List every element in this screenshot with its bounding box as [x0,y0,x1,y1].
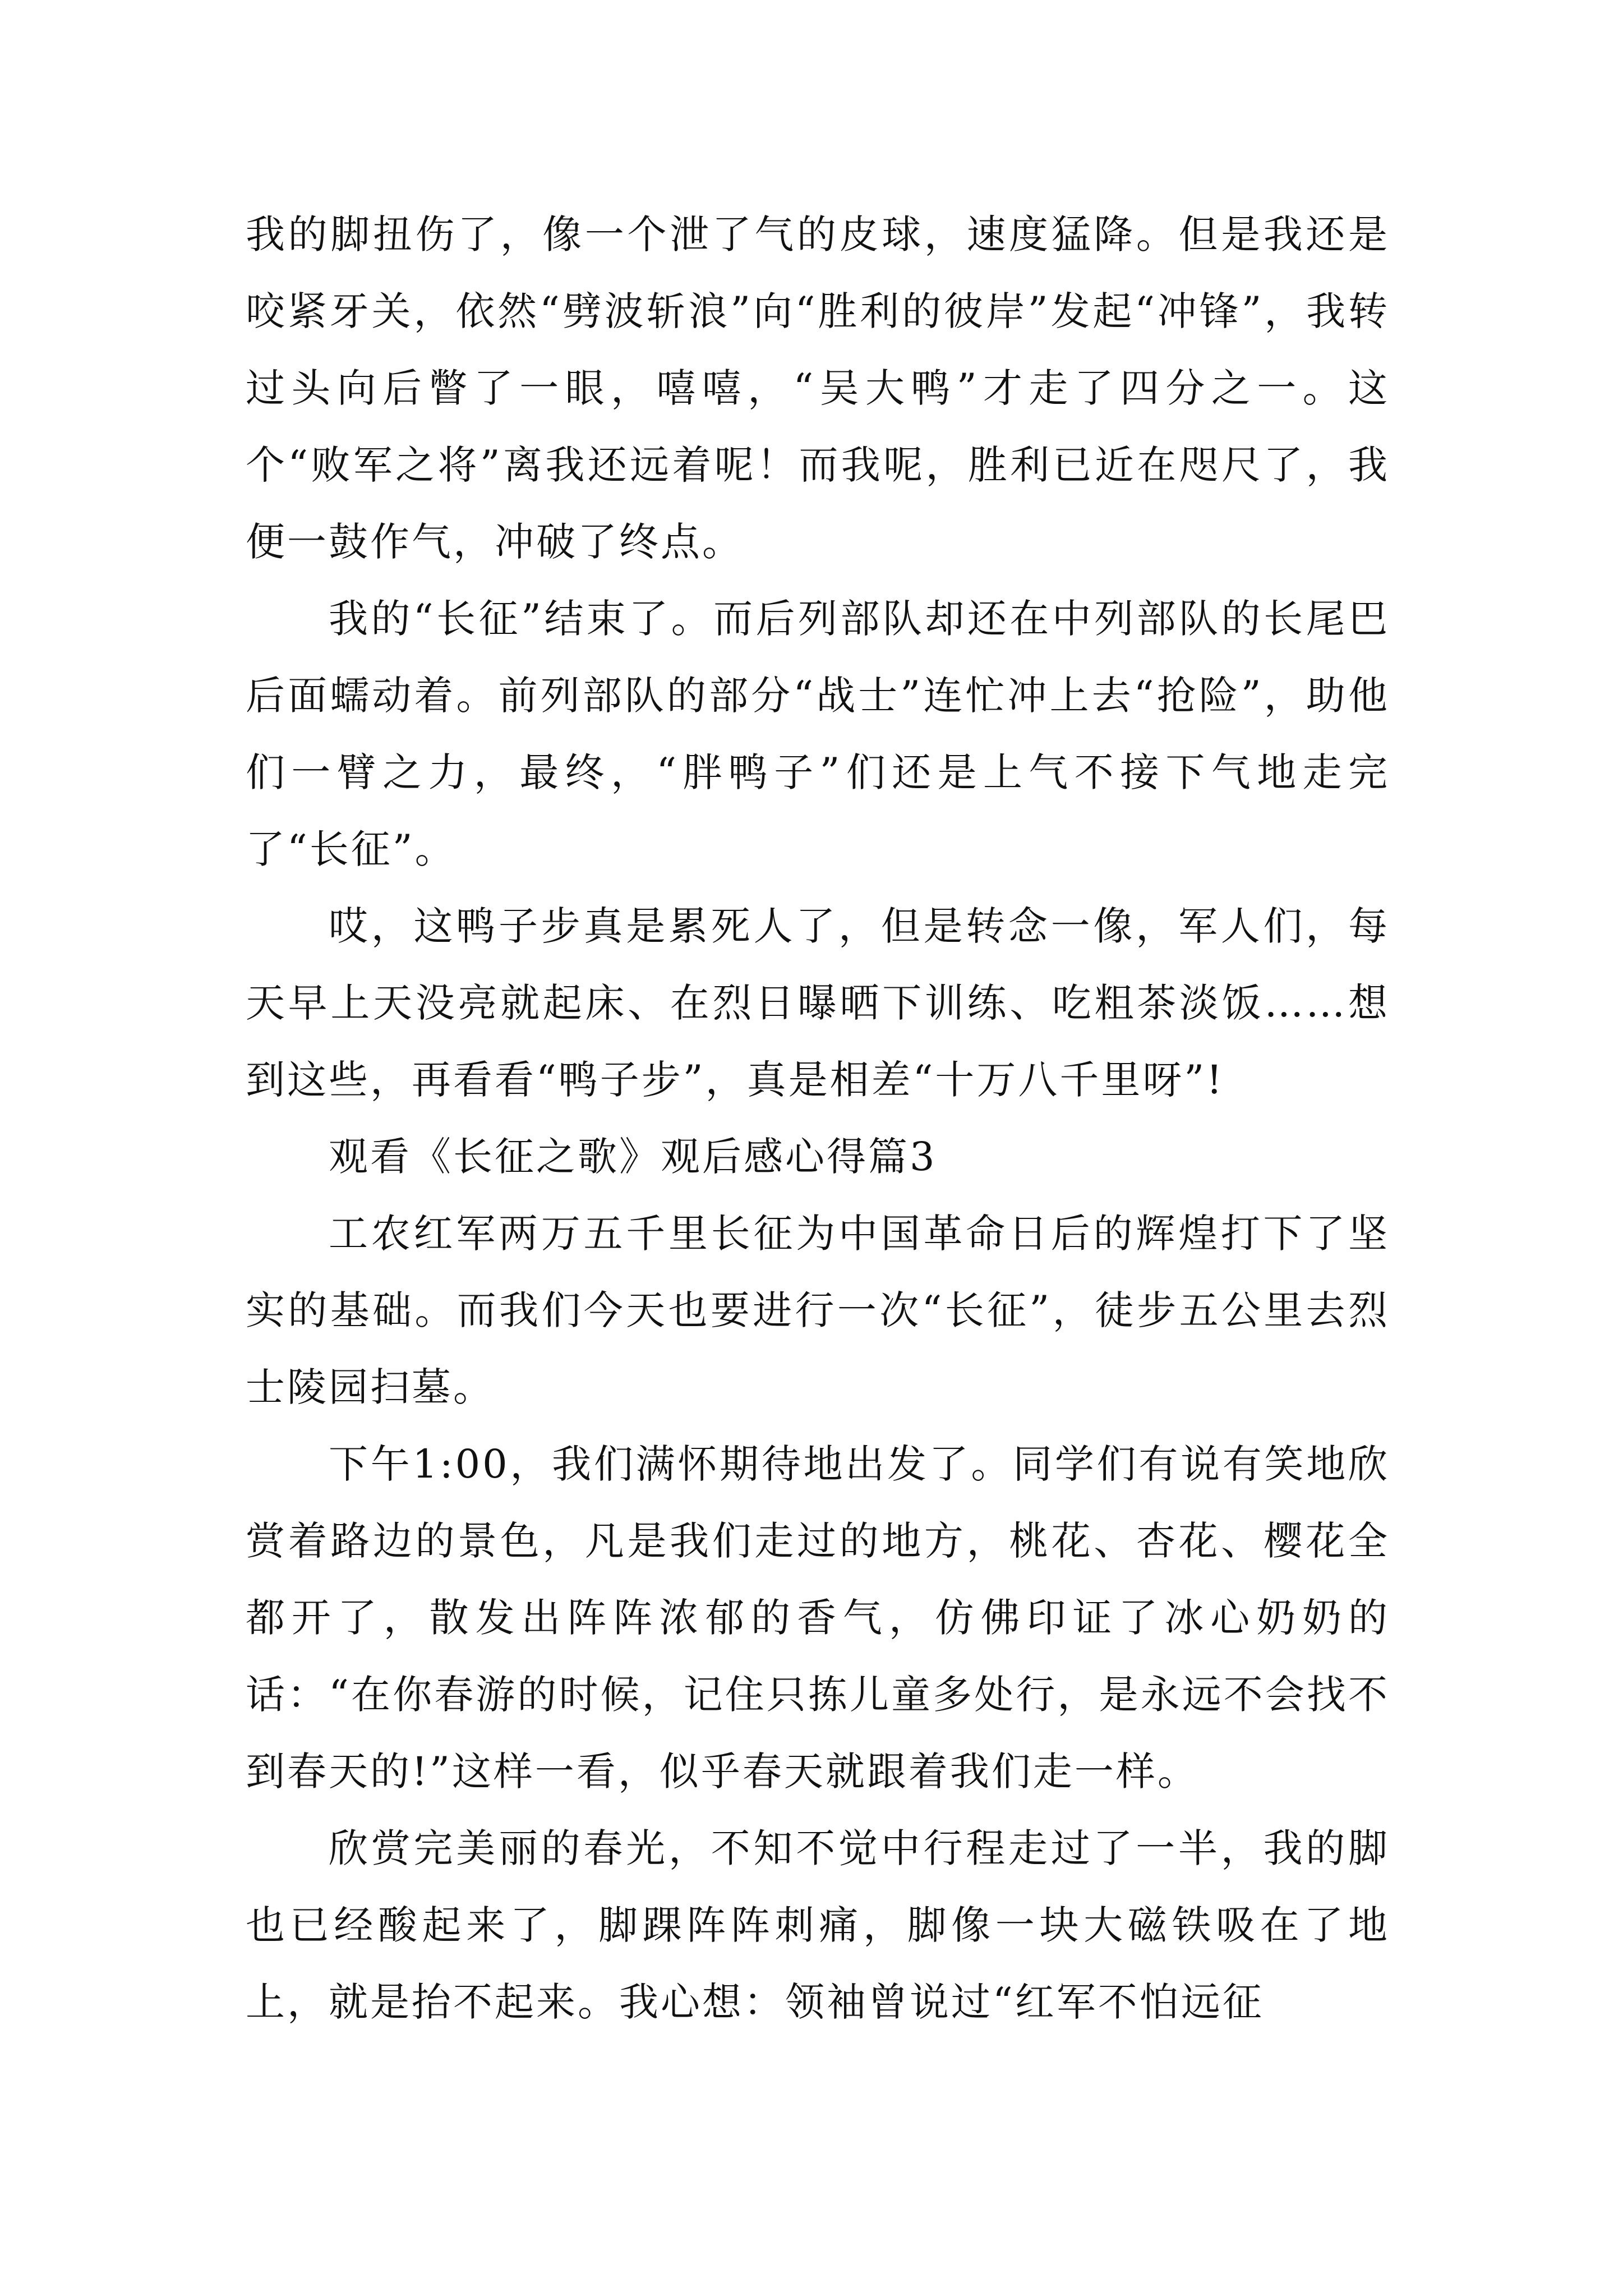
paragraph-duck-walk-reflection: 哎，这鸭子步真是累死人了，但是转念一像，军人们，每天早上天没亮就起床、在烈日曝晒下训练、吃粗茶淡饭……想到这些，再看看“鸭子步”，真是相差“十万八千里呀”! [246,903,1390,1103]
paragraph-ankle-injury: 我的脚扭伤了，像一个泄了气的皮球，速度猛降。但是我还是咬紧牙关，依然“劈波斩浪”向“胜利的彼岸”发起“冲锋”，我转过头向后瞥了一眼，嘻嘻，“吴大鸭”才走了四分之一。这个“败军之将”离我还远着呢！而我呢，胜利已近在咫尺了，我便一鼓作气，冲破了终点。 [246,211,1390,565]
paragraph-halfway: 欣赏完美丽的春光，不知不觉中行程走过了一半，我的脚也已经酸起来了，脚踝阵阵刺痛，脚像一块大磁铁吸在了地上，就是抬不起来。我心想：领袖曾说过“红军不怕远征 [246,1825,1390,2025]
section-heading: 观看《长征之歌》观后感心得篇3 [329,1134,937,1180]
paragraph-red-army-intro: 工农红军两万五千里长征为中国革命日后的辉煌打下了坚实的基础。而我们今天也要进行一次“长征”，徒步五公里去烈士陵园扫墓。 [246,1211,1390,1410]
article-body [246,196,1390,2041]
paragraph-long-march-ends: 我的“长征”结束了。而后列部队却还在中列部队的长尾巴后面蠕动着。前列部队的部分“战士”连忙冲上去“抢险”，助他们一臂之力，最终，“胖鸭子”们还是上气不接下气地走完了“长征”。 [246,596,1390,872]
paragraph-departure: 下午1:00，我们满怀期待地出发了。同学们有说有笑地欣赏着路边的景色，凡是我们走过的地方，桃花、杏花、樱花全都开了，散发出阵阵浓郁的香气，仿佛印证了冰心奶奶的话：“在你春游的时候，记住只拣儿童多处行，是永远不会找不到春天的!”这样一看，似乎春天就跟着我们走一样。 [246,1441,1390,1795]
